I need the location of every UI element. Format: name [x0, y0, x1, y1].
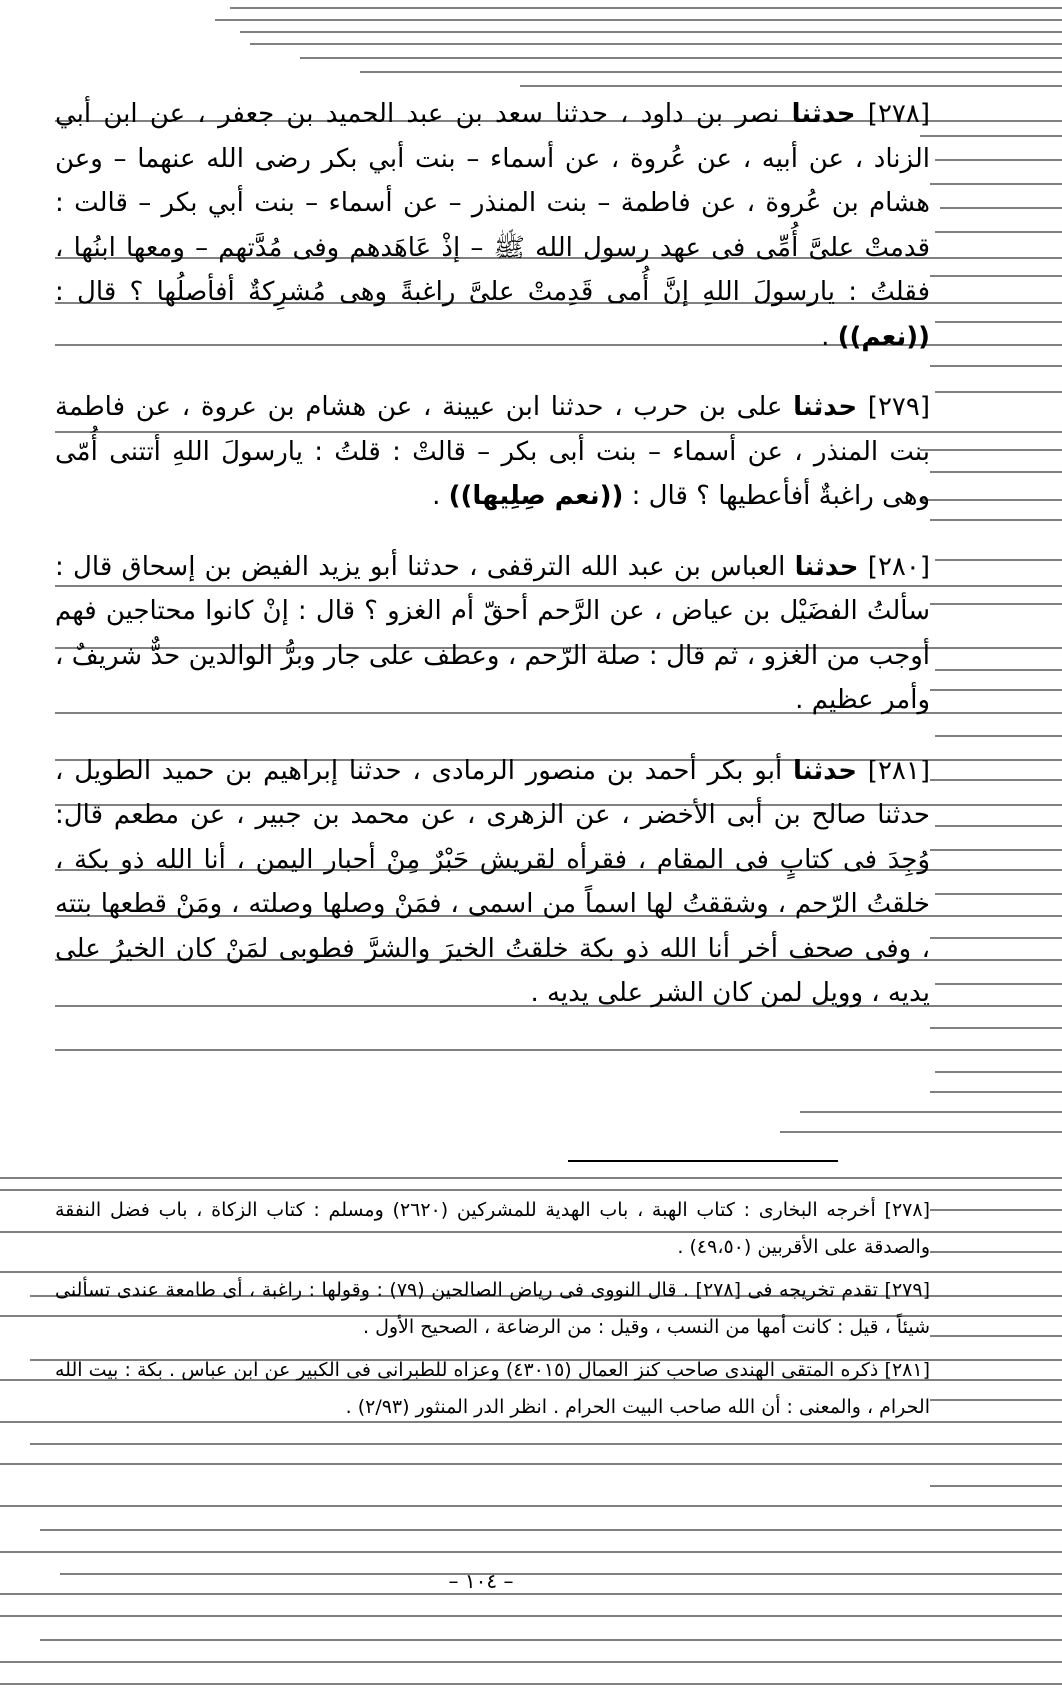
footnote-number: [٢٨١]: [884, 1359, 930, 1381]
footnote-281: [55, 1352, 930, 1426]
hadith-text: نصر بن داود ، حدثنا سعد بن عبد الحميد بن جعفر ، عن ابن أبي الزناد ، عن أبيه ، عن عُروة ، عن أسماء – بنت أبي بكر رضى الله عنهما – وعن هشام بن عُروة ، عن فاطمة – بنت المنذر – عن أسماء – بنت أبي بكر – قالت : قدمتْ علىَّ أُمِّى فى عهد رسول الله ﷺ – إذْ عَاهَدهم وفى مُدَّتهم – ومعها ابنُها ، فقلتُ : يارسولَ اللهِ إنَّ أُمى قَدِمتْ علىَّ راغبةً وهى مُشرِكةٌ أفأصلُها ؟ قال :: [55, 99, 930, 307]
footnote-text: أخرجه البخارى : كتاب الهبة ، باب الهدية للمشركين (٢٦٢٠) ومسلم : كتاب الزكاة ، باب فضل النفقة والصدقة على الأقربين (٤٩،٥٠) .: [55, 1199, 930, 1258]
hadith-number: [٢٧٨]: [867, 99, 930, 129]
hadith-lead-word: حدثنا: [794, 551, 859, 582]
hadith-280: [55, 545, 930, 723]
hadith-end: .: [432, 481, 441, 511]
page-number: – ١٠٤ –: [448, 1569, 514, 1593]
hadith-279: [55, 385, 930, 519]
hadith-end: .: [821, 321, 830, 352]
hadith-number: [٢٨٠]: [867, 551, 930, 582]
hadith-lead-word: حدثنا: [791, 99, 856, 129]
footnote-number: [٢٧٨]: [884, 1199, 930, 1221]
footnote-separator: [568, 1160, 838, 1162]
hadith-text: أبو بكر أحمد بن منصور الرمادى ، حدثنا إبراهيم بن حميد الطويل ، حدثنا صالح بن أبى الأخضر ، عن الزهرى ، عن محمد بن جبير ، عن مطعم قال: وُجِدَ فى كتابٍ فى المقام ، فقرأه لقريش حَبْرٌ مِنْ أحبار اليمن ، أنا الله ذو بكة ، خلقتُ الرّحم ، وشققتُ لها اسماً من اسمى ، فمَنْ وصلها وصلته ، ومَنْ قطعها بتته ، وفى صحف أخر أنا الله ذو بكة خلقتُ الخيرَ والشرَّ فطوبى لمَنْ كان الخيرُ على يديه ، وويل لمن كان الشر على يديه: [55, 755, 930, 1008]
hadith-quote: ((نعم)): [837, 321, 930, 352]
hadith-number: [٢٨١]: [867, 755, 931, 786]
hadith-278: [55, 92, 930, 359]
hadith-end: .: [530, 978, 539, 1008]
footnote-278: [55, 1192, 930, 1266]
hadith-end: .: [795, 685, 804, 715]
hadith-quote: ((نعم صِلِيها)): [448, 481, 624, 511]
hadith-number: [٢٧٩]: [867, 392, 931, 422]
hadith-text: على بن حرب ، حدثنا ابن عيينة ، عن هشام بن عروة ، عن فاطمة بنت المنذر ، عن أسماء – بنت أبى بكر – قالتْ : قلتُ : يارسولَ اللهِ أتتنى أُمّى وهى راغبةٌ أفأعطيها ؟ قال :: [55, 392, 930, 511]
hadith-lead-word: حدثنا: [793, 755, 857, 786]
footnote-279: [55, 1272, 930, 1346]
hadith-text: العباس بن عبد الله الترقفى ، حدثنا أبو يزيد الفيض بن إسحاق قال : سألتُ الفضَيْل بن عياض ، عن الرَّحم أحقّ أم الغزو ؟ قال : إنْ كانوا محتاجين فهم أوجب من الغزو ، ثم قال : صلة الرّحم ، وعطف على جار وبرُّ الوالدين حدٌّ شريفٌ ، وأمر عظيم: [55, 551, 930, 715]
main-text: [55, 92, 930, 1042]
hadith-281: [55, 749, 930, 1016]
footnote-text: ذكره المتقى الهندى صاحب كنز العمال (٤٣٠١٥) وعزاه للطبرانى فى الكبير عن ابن عباس . بكة : بيت الله الحرام ، والمعنى : أن الله صاحب البيت الحرام . انظر الدر المنثور (٢/٩٣) .: [55, 1359, 930, 1418]
footnotes: [55, 1192, 930, 1432]
footnote-text: تقدم تخريجه فى [٢٧٨] . قال النووى فى رياض الصالحين (٧٩) : وقولها : راغبة ، أى طامعة عندى تسألنى شيئاً ، قيل : كانت أمها من النسب ، وقيل : من الرضاعة ، الصحيح الأول .: [55, 1279, 930, 1338]
footnote-number: [٢٧٩]: [884, 1279, 930, 1301]
hadith-lead-word: حدثنا: [793, 392, 858, 422]
